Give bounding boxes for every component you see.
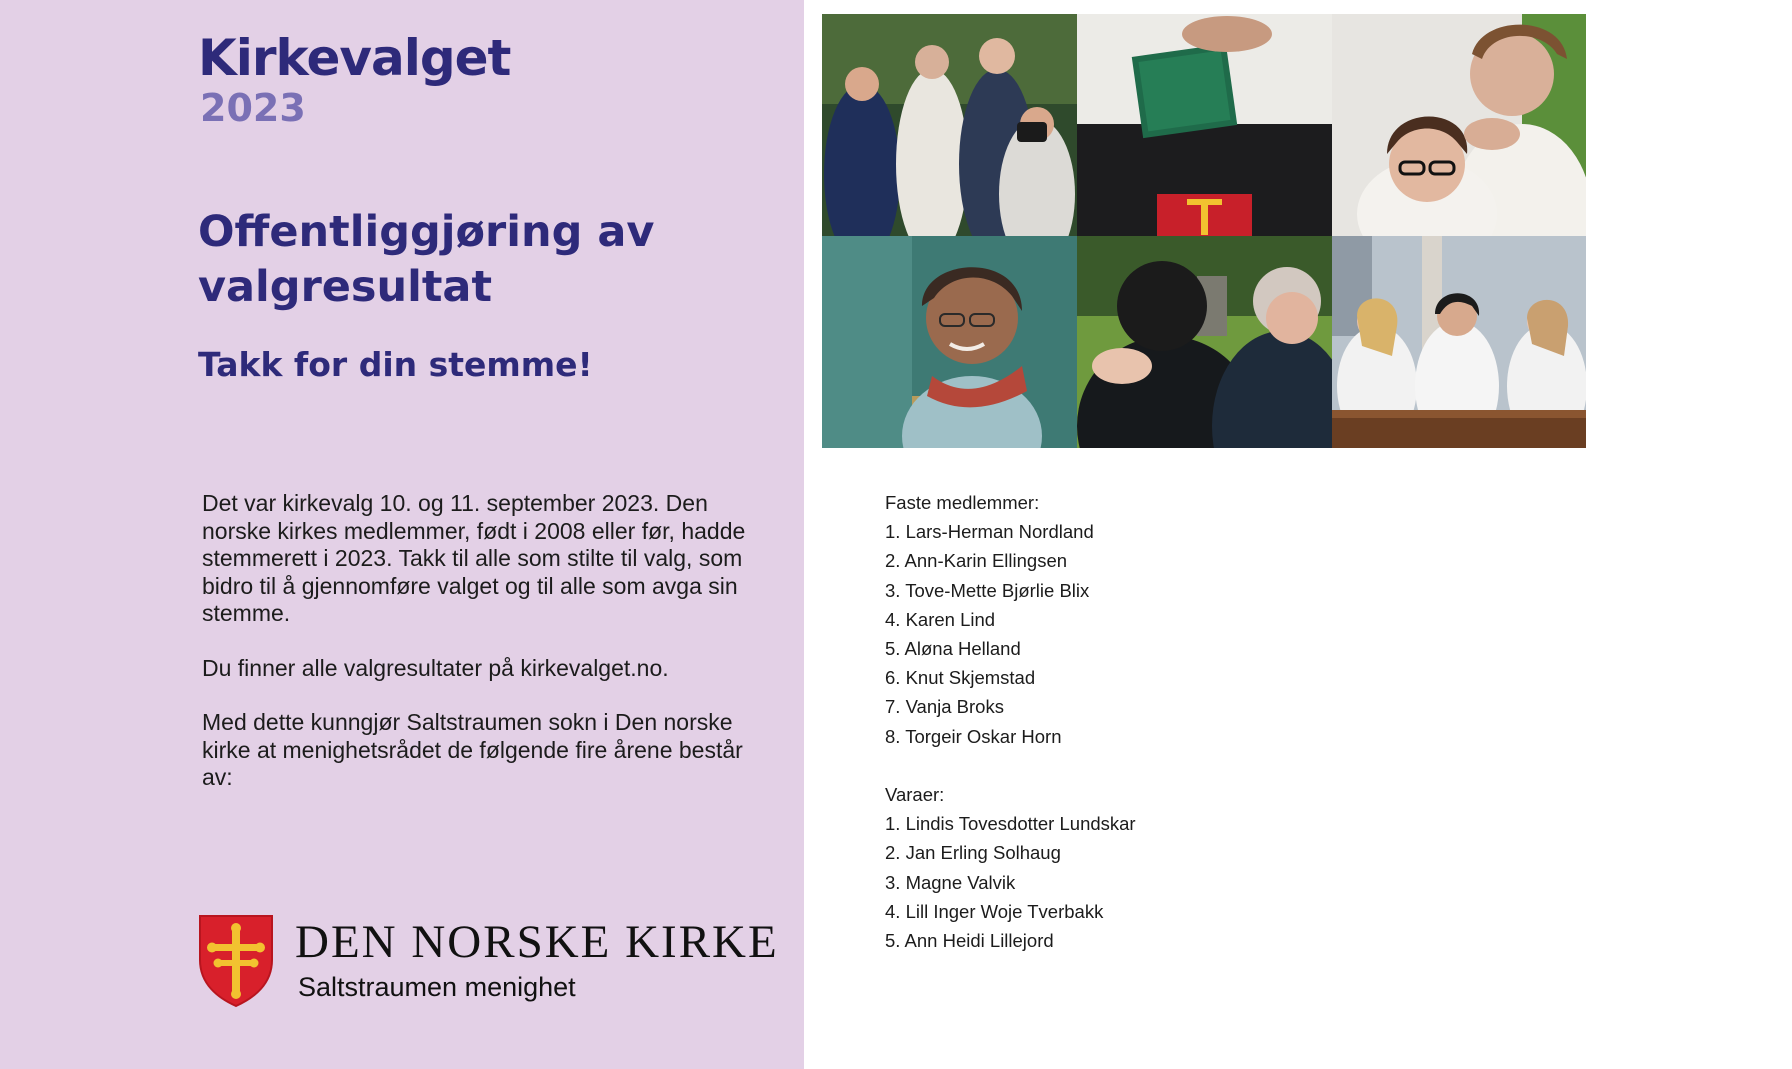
list-item: 4. Lill Inger Woje Tverbakk <box>885 900 1104 922</box>
church-group-celebration-photo <box>822 14 1077 236</box>
priest-blessing-photo <box>1332 14 1586 236</box>
org-name: DEN NORSKE KIRKE <box>295 916 779 968</box>
list-item: 4. Karen Lind <box>885 608 996 630</box>
permanent-members-list <box>885 517 1136 751</box>
list-item: 7. Vanja Broks <box>885 696 1004 718</box>
list-item: 1. Lindis Tovesdotter Lundskar <box>885 813 1136 835</box>
deputies-heading: Varaer: <box>885 784 945 806</box>
church-logo <box>198 914 779 1008</box>
list-item: 8. Torgeir Oskar Horn <box>885 725 1062 747</box>
list-item: 5. Ann Heidi Lillejord <box>885 930 1054 952</box>
list-item: 1. Lars-Herman Nordland <box>885 521 1094 543</box>
brand-title: Kirkevalget <box>198 29 511 87</box>
church-shield-icon <box>198 914 274 1008</box>
deputies-list <box>885 809 1136 955</box>
permanent-members-heading: Faste medlemmer: <box>885 492 1040 513</box>
body-text <box>202 490 762 819</box>
body-paragraph: Du finner alle valgresultater på kirkevalget.no. <box>202 654 669 681</box>
body-paragraph: Det var kirkevalg 10. og 11. september 2023. Den norske kirkes medlemmer, født i 2008 eller før, hadde stemmerett i 2023. Takk til alle som stilte til valg, som bidro til å gjennomføre valget og til alle som avga sin stemme. <box>202 490 746 626</box>
list-item: 3. Tove-Mette Bjørlie Blix <box>885 579 1090 601</box>
brand-year: 2023 <box>200 86 306 130</box>
body-paragraph: Med dette kunngjør Saltstraumen sokn i Den norske kirke at menighetsrådet de følgende fire årene består av: <box>202 709 743 790</box>
list-spacer <box>885 751 1136 780</box>
page-subheadline: Takk for din stemme! <box>198 345 593 384</box>
council-members <box>885 488 1136 955</box>
ballot-box-photo <box>1077 14 1332 236</box>
list-item: 5. Aløna Helland <box>885 638 1021 660</box>
photo-collage <box>822 14 1586 448</box>
list-item: 2. Jan Erling Solhaug <box>885 842 1061 864</box>
list-item: 6. Knut Skjemstad <box>885 667 1036 689</box>
left-panel <box>0 0 804 1069</box>
comforting-embrace-photo <box>1077 236 1332 448</box>
list-item: 2. Ann-Karin Ellingsen <box>885 550 1068 572</box>
page-headline: Offentliggjøring av valgresultat <box>198 207 655 312</box>
confirmands-choir-photo <box>1332 236 1586 448</box>
smiling-woman-portrait-photo <box>822 236 1077 448</box>
parish-name: Saltstraumen menighet <box>298 972 576 1002</box>
list-item: 3. Magne Valvik <box>885 871 1016 893</box>
